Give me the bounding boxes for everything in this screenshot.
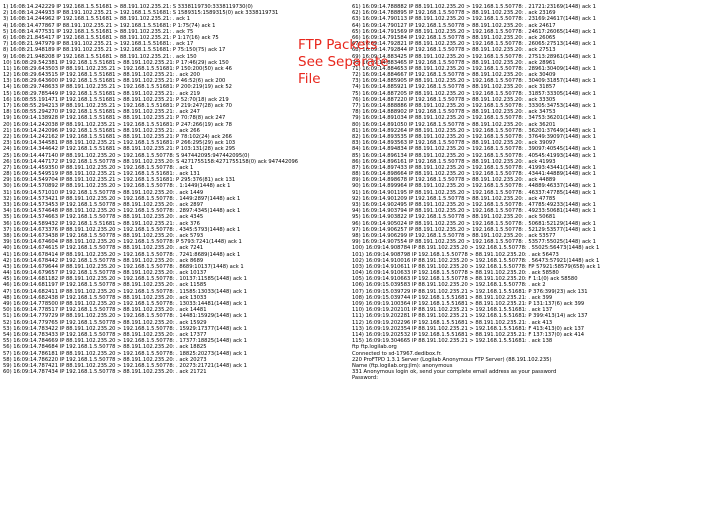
- log-line: 27) 16:09:14.459350 IP 88.191.102.235.20 > 192.168.1.5.50778: . ack 1: [3, 164, 194, 171]
- log-line: 89) 16:09:14.898678 IP 192.168.1.5.50778 > 88.191.102.235.20: . ack 44889: [352, 177, 556, 184]
- log-line: Name (ftp.logilab.org:jlm): anonymous: [352, 362, 453, 369]
- log-line: ftp ftp.logilab.org: [352, 344, 397, 351]
- log-line: 220 ProFTPD 1.3.1 Server (Logilab Anonymous FTP Server) (88.191.102.235): [352, 356, 552, 363]
- log-line: 85) 16:09:14.896134 IP 88.191.102.235.20 > 192.168.1.5.50778: . 40545:41993(1448) ack 1: [352, 152, 596, 159]
- log-line: Connected to sd-17967.dedibox.fr.: [352, 350, 442, 357]
- log-line: 20) 16:09:14.242038 IP 88.191.102.235.21 > 192.168.1.5.51681: P 247:266(19) ack 78: [3, 121, 232, 128]
- note-line: File: [298, 71, 321, 87]
- log-line: 90) 16:09:14.899964 IP 88.191.102.235.20 > 192.168.1.5.50778: . 44889:46337(1448) ack 1: [352, 183, 596, 190]
- log-line: Password:: [352, 375, 378, 382]
- log-line: 104) 16:09:14.910633 IP 192.168.1.5.50778 > 88.191.102.235.20: . ack 58580: [352, 270, 559, 277]
- log-line: 53) 16:09:14.783422 IP 88.191.102.235.20 > 192.168.1.5.50778: . 15929:17377(1448) ack 1: [3, 325, 247, 332]
- log-line: 16) 16:08:55.191471 IP 192.168.1.5.51681 > 88.191.102.235.21: P 52:70(18) ack 219: [3, 96, 229, 103]
- log-line: 49) 16:09:14.778500 IP 88.191.102.235.20 > 192.168.1.5.50778: . 13033:14481(1448) ack 1: [3, 301, 247, 307]
- log-line: 69) 16:09:14.883425 IP 88.191.102.235.20 > 192.168.1.5.50778: . 27513:28961(1448) ack 1: [352, 53, 596, 60]
- log-line: 88) 16:09:14.898664 IP 88.191.102.235.20 > 192.168.1.5.50778: . 43441:44889(1448) ack 1: [352, 171, 596, 178]
- log-line: 77) 16:09:14.888886 IP 88.191.102.235.20 > 192.168.1.5.50778: . 33305:34753(1448) ack 1: [352, 103, 596, 109]
- log-line: 25) 16:09:14.447140 IP 88.191.102.235.20 > 192.168.1.5.50778: S 947442095:947442095(0): [3, 152, 250, 159]
- log-line: 99) 16:09:14.907554 IP 88.191.102.235.20 > 192.168.1.5.50778: . 53577:55025(1448) ack 1: [352, 239, 596, 246]
- log-line: 1) 16:08:14.242229 IP 192.168.1.5.51681 > 88.191.102.235.21: S 3338119730:3338119730(0): [3, 4, 253, 10]
- log-line: 71) 16:09:14.884653 IP 88.191.102.235.20 > 192.168.1.5.50778: . 28961:30409(1448) ack 1: [352, 65, 596, 72]
- log-line: 107) 16:09:15.039729 IP 88.191.102.235.21 > 192.168.1.5.51681: P 376:399(23) ack 131: [352, 288, 588, 295]
- log-line: 10) 16:08:29.542381 IP 192.168.1.5.51681 > 88.191.102.235.21: P 17:46(29) ack 150: [3, 59, 229, 66]
- log-line: 72) 16:09:14.884667 IP 192.168.1.5.50778 > 88.191.102.235.20: . ack 30409: [352, 72, 556, 79]
- log-line: 34) 16:09:14.574648 IP 88.191.102.235.20 > 192.168.1.5.50778: . 2897:4345(1448) ack 1: [3, 208, 241, 215]
- log-line: 102) 16:09:14.910016 IP 88.191.102.235.20 > 192.168.1.5.50778: . 56473:57921(1448) ack 1: [352, 257, 600, 264]
- log-line: 4) 16:08:14.477867 IP 88.191.102.235.21 > 192.168.1.5.51681: P 1:75(74) ack 1: [3, 22, 216, 29]
- log-line: 2) 16:08:14.244933 IP 88.191.102.235.21 > 192.168.1.5.51681: S 1589315:1589315(0) ack 3338119731: [3, 10, 279, 17]
- log-line: 74) 16:09:14.885921 IP 192.168.1.5.50778 > 88.191.102.235.20: . ack 31857: [352, 84, 556, 91]
- log-line: 95) 16:09:14.903822 IP 192.168.1.5.50778 > 88.191.102.235.20: . ack 50681: [352, 214, 556, 221]
- log-line: 12) 16:08:29.643515 IP 192.168.1.5.51681 > 88.191.102.235.21: . ack 200: [3, 72, 200, 79]
- log-line: 36) 16:09:14.589432 IP 192.168.1.5.51681 > 88.191.102.235.21: . ack 376: [3, 220, 200, 227]
- log-line: 14) 16:08:29.748633 IP 88.191.102.235.21 > 192.168.1.5.51681: P 200:219(19) ack 52: [3, 84, 232, 91]
- log-line: 41) 16:09:14.678414 IP 88.191.102.235.20 > 192.168.1.5.50778: . 7241:8689(1448) ack 1: [3, 251, 241, 258]
- log-line: 68) 16:09:14.792844 IP 192.168.1.5.50778 > 88.191.102.235.20: . ack 27513: [352, 47, 556, 54]
- log-line: 84) 16:09:14.894834 IP 88.191.102.235.20 > 192.168.1.5.50778: . 39097:40545(1448) ack 1: [352, 146, 596, 153]
- log-line: 38) 16:09:14.673438 IP 192.168.1.5.50778 > 88.191.102.235.20: . ack 5793: [3, 232, 204, 239]
- log-line: 57) 16:09:14.786181 IP 88.191.102.235.20 > 192.168.1.5.50778: . 18825:20273(1448) ack 1: [3, 350, 247, 357]
- log-line: 47) 16:09:14.682411 IP 88.191.102.235.20 > 192.168.1.5.50778: . 11585:13033(1448) ack 1: [3, 288, 247, 295]
- log-line: 103) 16:09:14.910611 IP 88.191.102.235.20 > 192.168.1.5.50778: FP 57921:58579(658) ack 1: [352, 263, 601, 270]
- log-line: 30) 16:09:14.570892 IP 88.191.102.235.20 > 192.168.1.5.50778: . 1:1449(1448) ack 1: [3, 183, 231, 190]
- log-line: 15) 16:08:29.785449 IP 192.168.1.5.51681 > 88.191.102.235.21: . ack 219: [3, 90, 200, 97]
- log-line: 112) 16:09:19.202296 IP 192.168.1.5.51681 > 88.191.102.235.21: . ack 413: [352, 319, 553, 326]
- packet-log-left-column: [3, 4, 343, 375]
- log-line: 26) 16:09:14.447172 IP 192.168.1.5.50778 > 88.191.102.235.20: S 4271755158:4271755158(0) ack 947442096: [3, 158, 299, 165]
- log-line: 87) 16:09:14.897433 IP 88.191.102.235.20 > 192.168.1.5.50778: . 41993:43441(1448) ack 1: [352, 164, 596, 171]
- log-line: 105) 16:09:14.910663 IP 192.168.1.5.50778 > 88.191.102.235.20: F 1:1(0) ack 58580: [352, 276, 578, 283]
- log-line: 96) 16:09:14.905024 IP 88.191.102.235.20 > 192.168.1.5.50778: . 50681:52129(1448) ack 1: [352, 220, 596, 227]
- log-line: 64) 16:09:14.790127 IP 192.168.1.5.50778 > 88.191.102.235.20: . ack 24617: [352, 22, 556, 29]
- log-line: 23) 16:09:14.344581 IP 88.191.102.235.21 > 192.168.1.5.51681: P 266:295(29) ack 103: [3, 140, 236, 147]
- log-line: 7) 16:08:21.947979 IP 88.191.102.235.21 > 192.168.1.5.51681: . ack 17: [3, 41, 194, 48]
- log-line: 94) 16:09:14.903794 IP 88.191.102.235.20 > 192.168.1.5.50778: . 49233:50681(1448) ack 1: [352, 208, 596, 215]
- log-line: 32) 16:09:14.573421 IP 88.191.102.235.20 > 192.168.1.5.50778: . 1449:2897(1448) ack 1: [3, 195, 241, 202]
- log-line: 58) 16:09:14.786220 IP 192.168.1.5.50778 > 88.191.102.235.20: . ack 20273: [3, 356, 207, 363]
- log-line: 111) 16:09:19.202281 IP 88.191.102.235.21 > 192.168.1.5.51681: P 399:413(14) ack 137: [352, 313, 588, 320]
- log-line: 81) 16:09:14.892264 IP 88.191.102.235.20 > 192.168.1.5.50778: . 36201:37649(1448) ack 1: [352, 127, 596, 134]
- log-line: 75) 16:09:14.887205 IP 88.191.102.235.20 > 192.168.1.5.50778: . 31857:33305(1448) ack 1: [352, 90, 596, 97]
- log-line: 83) 16:09:14.893563 IP 192.168.1.5.50778 > 88.191.102.235.20: . ack 39097: [352, 140, 556, 147]
- log-line: 110) 16:09:19.202101 IP 88.191.102.235.21 > 192.168.1.5.51681: . ack 137: [352, 307, 553, 314]
- log-line: 61) 16:09:14.788882 IP 88.191.102.235.20 > 192.168.1.5.50778: . 21721:23169(1448) ack 1: [352, 4, 596, 10]
- log-line: 67) 16:09:14.792821 IP 88.191.102.235.20 > 192.168.1.5.50778: . 26065:27513(1448) ack 1: [352, 41, 596, 48]
- log-line: 43) 16:09:14.679644 IP 88.191.102.235.20 > 192.168.1.5.50778: . 8689:10137(1448) ack 1: [3, 263, 244, 270]
- log-line: 65) 16:09:14.791569 IP 88.191.102.235.20 > 192.168.1.5.50778: . 24617:26065(1448) ack 1: [352, 28, 596, 35]
- log-line: 59) 16:09:14.787421 IP 88.191.102.235.20 > 192.168.1.5.50778: . 20273:21721(1448) ack 1: [3, 362, 247, 369]
- note-line: See Separate: [298, 54, 389, 70]
- log-line: 44) 16:09:14.679657 IP 192.168.1.5.50778 > 88.191.102.235.20: . ack 10137: [3, 270, 207, 277]
- note-line: FTP Packets: [298, 37, 378, 53]
- log-line: 73) 16:09:14.885905 IP 88.191.102.235.20 > 192.168.1.5.50778: . 30409:31857(1448) ack 1: [352, 78, 596, 85]
- log-line: 33) 16:09:14.573453 IP 192.168.1.5.50778 > 88.191.102.235.20: . ack 2897: [3, 202, 204, 208]
- log-line: 37) 16:09:14.673376 IP 88.191.102.235.20 > 192.168.1.5.50778: . 4345:5793(1448) ack 1: [3, 226, 241, 233]
- log-line: 29) 16:09:14.549704 IP 88.191.102.235.21 > 192.168.1.5.51681: P 295:376(81) ack 131: [3, 177, 236, 184]
- packet-log-right-column: [352, 4, 700, 381]
- log-line: 54) 16:09:14.783433 IP 192.168.1.5.50778 > 88.191.102.235.20: . ack 17377: [3, 331, 207, 338]
- log-line: 28) 16:09:14.549519 IP 88.191.102.235.21 > 192.168.1.5.51681: . ack 131: [3, 171, 200, 178]
- log-line: 101) 16:09:14.908798 IP 192.168.1.5.50778 > 88.191.102.235.20: . ack 56473: [352, 251, 559, 258]
- log-line: 98) 16:09:14.906299 IP 192.168.1.5.50778 > 88.191.102.235.20: . ack 53577: [352, 232, 556, 239]
- log-line: 13) 16:08:29.643600 IP 192.168.1.5.51681 > 88.191.102.235.21: P 46:52(6) ack 200: [3, 78, 226, 85]
- log-line: 17) 16:08:55.294213 IP 88.191.102.235.21 > 192.168.1.5.51681: P 219:247(28) ack 70: [3, 103, 232, 109]
- log-line: 70) 16:09:14.883465 IP 192.168.1.5.50778 > 88.191.102.235.20: . ack 28961: [352, 59, 556, 66]
- log-line: 106) 16:09:15.039583 IP 88.191.102.235.20 > 192.168.1.5.50778: . ack 2: [352, 282, 546, 289]
- log-line: 86) 16:09:14.896161 IP 192.168.1.5.50778 > 88.191.102.235.20: . ack 41993: [352, 158, 556, 165]
- log-line: 79) 16:09:14.891034 IP 88.191.102.235.20 > 192.168.1.5.50778: . 34753:36201(1448) ack 1: [352, 115, 596, 122]
- log-line: 19) 16:09:14.138928 IP 192.168.1.5.51681 > 88.191.102.235.21: P 70:78(8) ack 247: [3, 115, 226, 122]
- log-line: 82) 16:09:14.893535 IP 88.191.102.235.20 > 192.168.1.5.50778: . 37649:39097(1448) ack 1: [352, 133, 596, 140]
- log-line: 331 Anonymous login ok, send your complete email address as your password: [352, 369, 557, 376]
- ftp-packets-note: [298, 37, 389, 88]
- log-line: 108) 16:09:15.039744 IP 192.168.1.5.51681 > 88.191.102.235.21: . ack 399: [352, 294, 553, 301]
- log-line: 55) 16:09:14.784669 IP 88.191.102.235.20 > 192.168.1.5.50778: . 17377:18825(1448) ack 1: [3, 338, 247, 345]
- log-line: 9) 16:08:21.948208 IP 192.168.1.5.51681 > 88.191.102.235.21: . ack 150: [3, 53, 197, 60]
- log-line: 113) 16:09:19.202354 IP 88.191.102.235.21 > 192.168.1.5.51681: F 413:413(0) ack 137: [352, 325, 585, 332]
- log-line: 50) 16:09:14.778517 IP 192.168.1.5.50778 > 88.191.102.235.20: . ack 14481: [3, 307, 207, 314]
- log-line: 24) 16:09:14.344642 IP 192.168.1.5.51681 > 88.191.102.235.21: P 103:131(28) ack 295: [3, 146, 236, 153]
- log-line: 76) 16:09:14.887220 IP 192.168.1.5.50778 > 88.191.102.235.20: . ack 33305: [352, 96, 556, 103]
- log-line: 6) 16:08:21.845417 IP 192.168.1.5.51681 > 88.191.102.235.21: P 1:17(16) ack 75: [3, 34, 219, 41]
- log-line: 66) 16:09:14.791584 IP 192.168.1.5.50778 > 88.191.102.235.20: . ack 26065: [352, 34, 556, 41]
- log-line: 46) 16:09:14.681197 IP 192.168.1.5.50778 > 88.191.102.235.20: . ack 11585: [3, 282, 207, 289]
- log-line: 31) 16:09:14.571010 IP 192.168.1.5.50778 > 88.191.102.235.20: . ack 1449: [3, 189, 204, 196]
- log-line: 92) 16:09:14.901209 IP 192.168.1.5.50778 > 88.191.102.235.20: . ack 47785: [352, 195, 556, 202]
- log-line: 93) 16:09:14.902495 IP 88.191.102.235.20 > 192.168.1.5.50778: . 47785:49233(1448) ack 1: [352, 202, 596, 208]
- log-line: 48) 16:09:14.682438 IP 192.168.1.5.50778 > 88.191.102.235.20: . ack 13033: [3, 294, 207, 301]
- log-line: 40) 16:09:14.674615 IP 192.168.1.5.50778 > 88.191.102.235.20: . ack 7241: [3, 245, 204, 252]
- log-line: 35) 16:09:14.574663 IP 192.168.1.5.50778 > 88.191.102.235.20: . ack 4345: [3, 214, 204, 221]
- log-line: 91) 16:09:14.901195 IP 88.191.102.235.20 > 192.168.1.5.50778: . 46337:47785(1448) ack 1: [352, 189, 596, 196]
- log-line: 21) 16:09:14.242096 IP 192.168.1.5.51681 > 88.191.102.235.21: . ack 266: [3, 127, 200, 134]
- log-line: 114) 16:09:19.202532 IP 192.168.1.5.51681 > 88.191.102.235.21: F 137:137(0) ack 414: [352, 331, 585, 338]
- log-line: 62) 16:09:14.788895 IP 192.168.1.5.50778 > 88.191.102.235.20: . ack 23169: [352, 10, 556, 17]
- log-line: 18) 16:08:55.294270 IP 192.168.1.5.51681 > 88.191.102.235.21: . ack 247: [3, 109, 200, 116]
- log-line: 100) 16:09:14.908784 IP 88.191.102.235.20 > 192.168.1.5.50778: . 55025:56473(1448) ack 1: [352, 245, 600, 252]
- log-line: 52) 16:09:14.779765 IP 192.168.1.5.50778 > 88.191.102.235.20: . ack 15929: [3, 319, 207, 326]
- log-line: 45) 16:09:14.681182 IP 88.191.102.235.20 > 192.168.1.5.50778: . 10137:11585(1448) ack 1: [3, 276, 247, 283]
- log-line: 5) 16:08:14.477531 IP 192.168.1.5.51681 > 88.191.102.235.21: . ack 75: [3, 28, 194, 35]
- log-line: 80) 16:09:14.891050 IP 192.168.1.5.50778 > 88.191.102.235.20: . ack 36201: [352, 121, 556, 128]
- log-line: 109) 16:09:19.100364 IP 192.168.1.5.51681 > 88.191.102.235.21: P 131:137(6) ack 399: [352, 301, 585, 307]
- log-line: 39) 16:09:14.674604 IP 88.191.102.235.20 > 192.168.1.5.50778: P 5793:7241(1448) ack 1: [3, 239, 242, 246]
- log-line: 63) 16:09:14.790113 IP 88.191.102.235.20 > 192.168.1.5.50778: . 23169:24617(1448) ack 1: [352, 16, 596, 23]
- log-line: 11) 16:08:29.643503 IP 88.191.102.235.21 > 192.168.1.5.51681: P 150:200(50) ack 46: [3, 65, 232, 72]
- log-line: 97) 16:09:14.906257 IP 88.191.102.235.20 > 192.168.1.5.50778: . 52129:53577(1448) ack 1: [352, 226, 596, 233]
- log-line: 3) 16:08:14.244962 IP 192.168.1.5.51681 > 88.191.102.235.21: . ack 1: [3, 16, 191, 23]
- log-line: 42) 16:09:14.678442 IP 192.168.1.5.50778 > 88.191.102.235.20: . ack 8689: [3, 257, 204, 264]
- log-line: 22) 16:09:14.242162 IP 192.168.1.5.51681 > 88.191.102.235.21: P 78:102(24) ack 266: [3, 133, 232, 140]
- log-line: 115) 16:09:19.304665 IP 88.191.102.235.21 > 192.168.1.5.51681: . ack 138: [352, 338, 553, 345]
- log-line: 51) 16:09:14.779729 IP 88.191.102.235.20 > 192.168.1.5.50778: . 14481:15929(1448) ack 1: [3, 313, 247, 320]
- log-line: 8) 16:08:21.948189 IP 88.191.102.235.21 > 192.168.1.5.51681: P 75:150(75) ack 17: [3, 47, 226, 54]
- log-line: 60) 16:09:14.787434 IP 192.168.1.5.50778 > 88.191.102.235.20: . ack 21721: [3, 369, 207, 376]
- log-line: 56) 16:09:14.784684 IP 192.168.1.5.50778 > 88.191.102.235.20: . ack 18825: [3, 344, 207, 351]
- log-line: 78) 16:09:14.888902 IP 192.168.1.5.50778 > 88.191.102.235.20: . ack 34753: [352, 109, 556, 116]
